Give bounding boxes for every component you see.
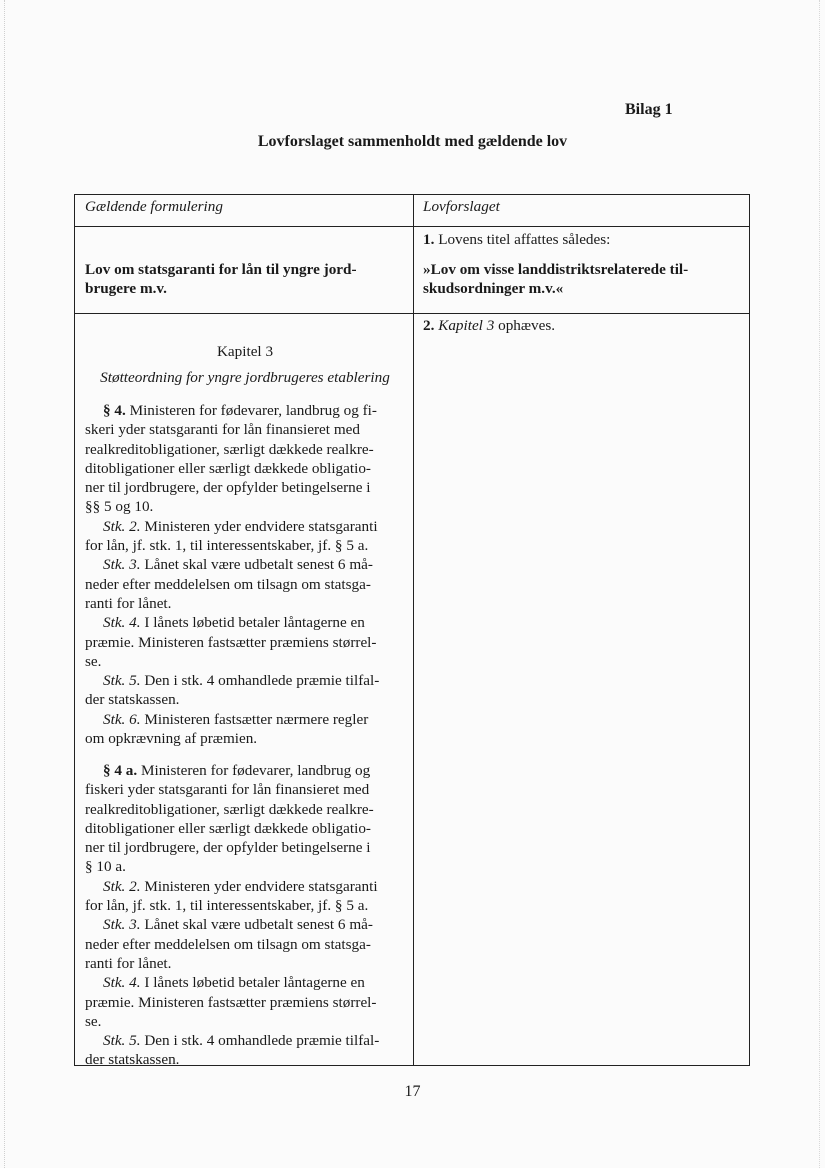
subsection-stk4-line: præmie. Ministeren fastsætter præmiens størrel- xyxy=(85,633,377,651)
page-number: 17 xyxy=(404,1083,421,1100)
proposal-item-2-chapter: Kapitel 3 xyxy=(438,317,495,334)
proposed-law-title-line: »Lov om visse landdistriktsrelaterede til- xyxy=(423,261,689,278)
subsection-stk3-line: Lånet skal være udbetalt senest 6 må- xyxy=(140,916,373,934)
proposal-item-2-rest: ophæves. xyxy=(494,317,556,334)
subsection-stk2-line: for lån, jf. stk. 1, til interessentskaber, jf. § 5 a. xyxy=(85,537,369,555)
subsection-stk3 xyxy=(85,555,405,613)
scan-margin-left xyxy=(4,0,5,1168)
subsection-stk2-label: Stk. 2. xyxy=(103,877,141,895)
subsection-stk5 xyxy=(85,671,405,710)
section-paragraph-line: ner til jordbrugere, der opfylder betingelserne i xyxy=(85,479,371,497)
section-paragraph-line: ditobligationer eller særligt dækkede obligatio- xyxy=(85,819,371,837)
subsection-stk3-line: neder efter meddelelsen om tilsagn om statsga- xyxy=(85,935,371,953)
section-paragraph-line: § 10 a. xyxy=(85,858,126,876)
subsection-stk6-line: om opkrævning af præmien. xyxy=(85,730,258,748)
section-paragraph-label: § 4 a. xyxy=(103,762,138,779)
subsection-stk3-line: ranti for lånet. xyxy=(85,594,172,612)
chapter-title: Støtteordning for yngre jordbrugeres etablering xyxy=(100,369,390,386)
section-paragraph xyxy=(85,401,405,517)
subsection-stk5-line: Den i stk. 4 omhandlede præmie tilfal- xyxy=(140,1032,380,1050)
subsection-stk3-label: Stk. 3. xyxy=(103,556,141,574)
current-law-title xyxy=(85,260,405,299)
subsection-stk4 xyxy=(85,613,405,671)
subsection-stk3-line: Lånet skal være udbetalt senest 6 må- xyxy=(140,556,373,574)
comparison-table xyxy=(74,194,750,1069)
annex-label: Bilag 1 xyxy=(625,101,673,118)
subsection-stk5-label: Stk. 5. xyxy=(103,1032,141,1050)
section-paragraph-label: § 4. xyxy=(103,402,126,419)
subsection-stk6-label: Stk. 6. xyxy=(103,710,141,728)
subsection-stk5-label: Stk. 5. xyxy=(103,672,141,690)
subsection-stk5-line: Den i stk. 4 omhandlede præmie tilfal- xyxy=(140,672,380,690)
section-paragraph-line: ner til jordbrugere, der opfylder betingelserne i xyxy=(85,839,371,857)
proposed-law-title xyxy=(423,260,743,299)
subsection-stk3-line: ranti for lånet. xyxy=(85,954,172,972)
subsection-stk5-line: der statskassen. xyxy=(85,691,180,709)
section-paragraph-line: realkreditobligationer, særligt dækkede realkre- xyxy=(85,800,374,818)
subsection-stk2-label: Stk. 2. xyxy=(103,517,141,535)
col-header-proposal: Lovforslaget xyxy=(423,198,500,215)
subsection-stk4-line: I lånets løbetid betaler låntagerne en xyxy=(140,614,365,632)
subsection-stk5 xyxy=(85,1031,405,1070)
subsection-stk4 xyxy=(85,973,405,1031)
subsection-stk2-line: for lån, jf. stk. 1, til interessentskaber, jf. § 5 a. xyxy=(85,897,369,915)
header-row-divider xyxy=(75,226,749,227)
proposal-item-2-number: 2. xyxy=(423,317,435,334)
subsection-stk4-label: Stk. 4. xyxy=(103,614,141,632)
page-title: Lovforslaget sammenholdt med gældende lov xyxy=(257,133,568,150)
subsection-stk2 xyxy=(85,517,405,556)
section-4 xyxy=(85,401,405,748)
subsection-stk5-line: der statskassen. xyxy=(85,1051,180,1069)
subsection-stk3 xyxy=(85,915,405,973)
subsection-stk4-label: Stk. 4. xyxy=(103,974,141,992)
row1-divider xyxy=(75,313,749,314)
section-paragraph-line: fiskeri yder statsgaranti for lån finansieret med xyxy=(85,781,370,799)
current-law-title-line: Lov om statsgaranti for lån til yngre jord- xyxy=(85,261,357,278)
section-paragraph-line: skeri yder statsgaranti for lån finansieret med xyxy=(85,421,360,439)
subsection-stk3-line: neder efter meddelelsen om tilsagn om statsga- xyxy=(85,575,371,593)
subsection-stk2 xyxy=(85,877,405,916)
subsection-stk6 xyxy=(85,710,405,749)
section-paragraph-line: Ministeren for fødevarer, landbrug og fi- xyxy=(125,402,377,419)
proposed-law-title-line: skudsordninger m.v.« xyxy=(423,280,564,298)
scan-margin-right xyxy=(819,0,820,1168)
subsection-stk4-line: se. xyxy=(85,1012,102,1030)
section-paragraph-line: Ministeren for fødevarer, landbrug og xyxy=(137,762,371,779)
col-header-current: Gældende formulering xyxy=(85,198,223,215)
subsection-stk2-line: Ministeren yder endvidere statsgaranti xyxy=(140,517,378,535)
section-paragraph xyxy=(85,761,405,877)
section-paragraph-line: realkreditobligationer, særligt dækkede realkre- xyxy=(85,440,374,458)
column-divider xyxy=(413,195,414,1065)
chapter-heading: Kapitel 3 xyxy=(216,343,274,360)
proposal-item-1-text: Lovens titel affattes således: xyxy=(434,231,611,248)
subsection-stk3-label: Stk. 3. xyxy=(103,916,141,934)
subsection-stk2-line: Ministeren yder endvidere statsgaranti xyxy=(140,877,378,895)
subsection-stk4-line: præmie. Ministeren fastsætter præmiens størrel- xyxy=(85,993,377,1011)
proposal-item-1: 1. Lovens titel affattes således: xyxy=(423,231,611,248)
section-paragraph-line: ditobligationer eller særligt dækkede obligatio- xyxy=(85,459,371,477)
current-law-title-line: brugere m.v. xyxy=(85,280,167,298)
section-4a xyxy=(85,761,405,1070)
section-paragraph-line: §§ 5 og 10. xyxy=(85,498,154,516)
proposal-item-2 xyxy=(423,316,743,335)
subsection-stk4-line: se. xyxy=(85,652,102,670)
subsection-stk4-line: I lånets løbetid betaler låntagerne en xyxy=(140,974,365,992)
subsection-stk6-line: Ministeren fastsætter nærmere regler xyxy=(140,710,369,728)
